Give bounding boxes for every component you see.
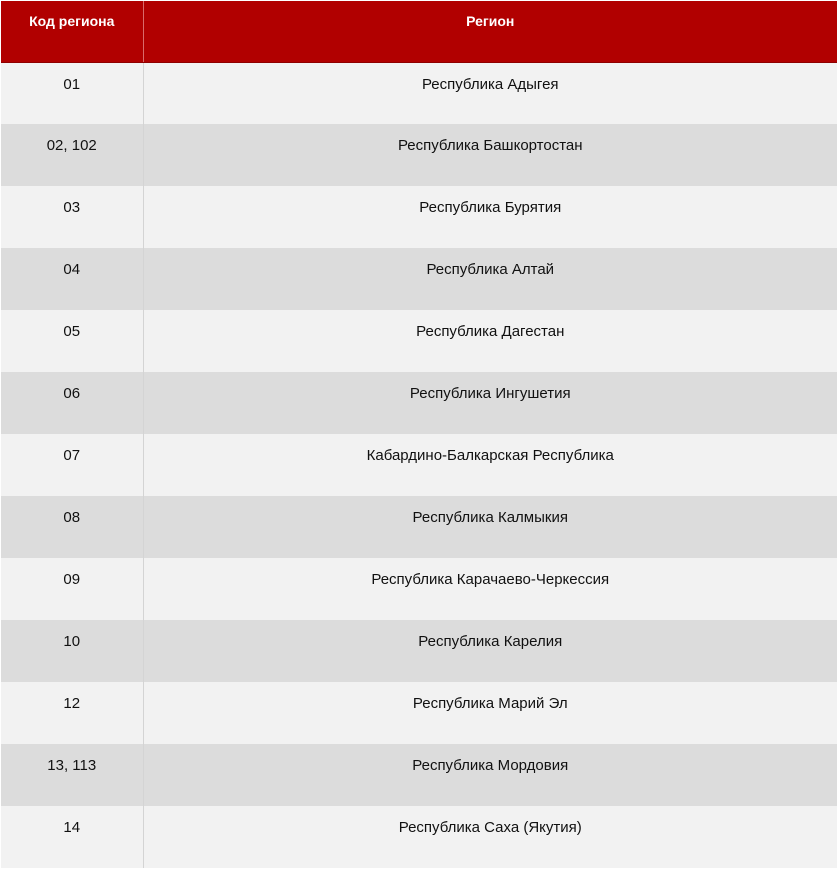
table-row xyxy=(1,62,837,124)
region-code-cell: 08 xyxy=(1,496,143,558)
table-row xyxy=(1,806,837,868)
region-code-cell: 04 xyxy=(1,248,143,310)
region-name-cell: Республика Мордовия xyxy=(143,744,837,806)
header-region: Регион xyxy=(143,1,837,62)
region-name-cell: Кабардино-Балкарская Республика xyxy=(143,434,837,496)
table-row xyxy=(1,372,837,434)
header-code: Код региона xyxy=(1,1,143,62)
region-code-cell: 12 xyxy=(1,682,143,744)
table-row xyxy=(1,310,837,372)
table-row xyxy=(1,682,837,744)
table-row xyxy=(1,434,837,496)
region-code-cell: 03 xyxy=(1,186,143,248)
region-name-cell: Республика Башкортостан xyxy=(143,124,837,186)
region-code-cell: 14 xyxy=(1,806,143,868)
table-header xyxy=(1,1,837,62)
region-code-cell: 07 xyxy=(1,434,143,496)
region-name-cell: Республика Бурятия xyxy=(143,186,837,248)
table-row xyxy=(1,558,837,620)
table-row xyxy=(1,248,837,310)
region-name-cell: Республика Ингушетия xyxy=(143,372,837,434)
region-name-cell: Республика Карелия xyxy=(143,620,837,682)
region-code-cell: 10 xyxy=(1,620,143,682)
region-name-cell: Республика Адыгея xyxy=(143,62,837,124)
region-name-cell: Республика Алтай xyxy=(143,248,837,310)
region-codes-table xyxy=(1,1,837,868)
table-row xyxy=(1,744,837,806)
region-code-cell: 13, 113 xyxy=(1,744,143,806)
region-name-cell: Республика Карачаево-Черкессия xyxy=(143,558,837,620)
header-row xyxy=(1,1,837,62)
table-row xyxy=(1,124,837,186)
region-code-cell: 09 xyxy=(1,558,143,620)
region-code-cell: 02, 102 xyxy=(1,124,143,186)
table-row xyxy=(1,620,837,682)
region-name-cell: Республика Марий Эл xyxy=(143,682,837,744)
table-body xyxy=(1,62,837,868)
region-code-cell: 05 xyxy=(1,310,143,372)
table-row xyxy=(1,186,837,248)
region-name-cell: Республика Калмыкия xyxy=(143,496,837,558)
region-name-cell: Республика Дагестан xyxy=(143,310,837,372)
region-code-cell: 01 xyxy=(1,62,143,124)
region-code-cell: 06 xyxy=(1,372,143,434)
region-name-cell: Республика Саха (Якутия) xyxy=(143,806,837,868)
table-row xyxy=(1,496,837,558)
